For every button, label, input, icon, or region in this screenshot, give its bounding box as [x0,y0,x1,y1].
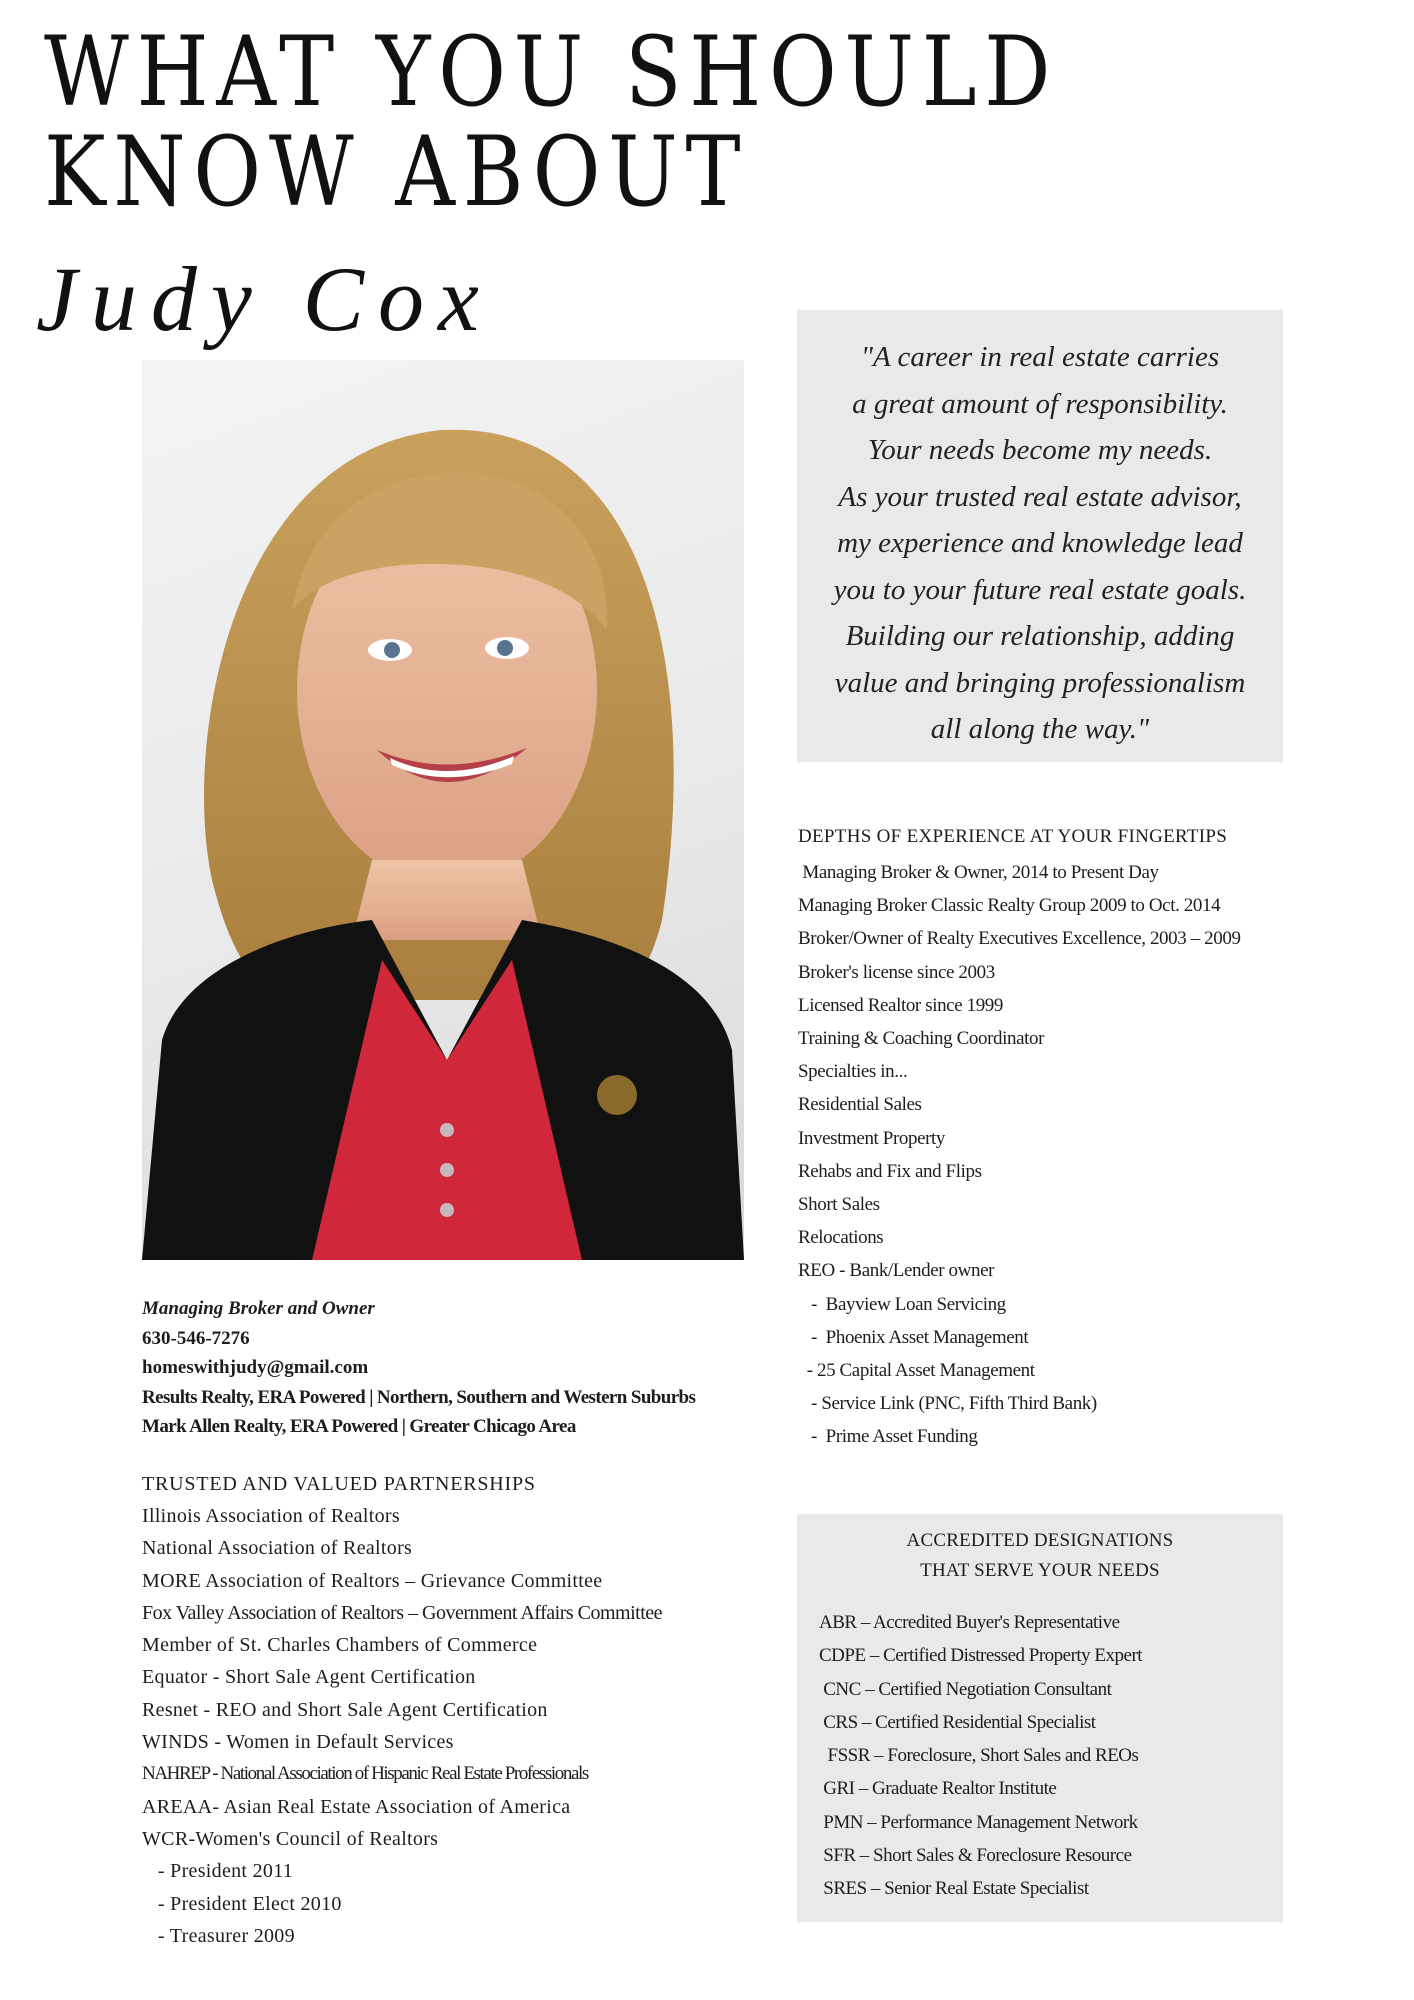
experience-item: - Service Link (PNC, Fifth Third Bank) [798,1393,1097,1415]
designation-item: CRS – Certified Residential Specialist [819,1711,1096,1733]
experience-item: - Phoenix Asset Management [798,1326,1029,1348]
contact-email[interactable]: homeswithjudy@gmail.com [142,1357,369,1378]
quote-line: "A career in real estate carries [860,341,1220,373]
experience-section [798,822,1358,1454]
quote-line: Your needs become my needs. [867,434,1213,466]
experience-item: - Bayview Loan Servicing [798,1293,1006,1315]
designations-title [797,1526,1283,1586]
experience-item: Rehabs and Fix and Flips [798,1160,982,1182]
experience-title: DEPTHS OF EXPERIENCE AT YOUR FINGERTIPS [798,826,1228,847]
designation-item: CDPE – Certified Distressed Property Expert [819,1645,1143,1667]
quote-text [797,334,1283,753]
contact-company-1: Results Realty, ERA Powered | Northern, Southern and Western Suburbs [142,1386,696,1408]
partnership-item: Fox Valley Association of Realtors – Government Affairs Committee [142,1601,663,1624]
partnerships-list [142,1500,782,1952]
designations-title-line-2: THAT SERVE YOUR NEEDS [920,1560,1160,1581]
partnership-item: AREAA- Asian Real Estate Association of America [142,1795,571,1818]
partnership-item: NAHREP - National Association of Hispanic Real Estate Professionals [142,1763,588,1785]
designation-item: GRI – Graduate Realtor Institute [819,1778,1057,1800]
partnership-item: - President Elect 2010 [142,1892,342,1915]
experience-item: Broker's license since 2003 [798,961,995,983]
designation-item: CNC – Certified Negotiation Consultant [819,1678,1112,1700]
designation-item: PMN – Performance Management Network [819,1811,1138,1833]
designation-item: ABR – Accredited Buyer's Representative [819,1612,1120,1633]
contact-company-2: Mark Allen Realty, ERA Powered | Greater Chicago Area [142,1416,576,1437]
experience-item: REO - Bank/Lender owner [798,1260,995,1282]
designations-box [797,1514,1283,1922]
quote-line: all along the way." [930,713,1150,745]
heading-line-2: KNOW ABOUT [44,116,749,228]
experience-item: Relocations [798,1227,884,1249]
contact-role: Managing Broker and Owner [142,1298,375,1319]
partnership-item: Illinois Association of Realtors [142,1505,400,1527]
quote-line: Building our relationship, adding [845,620,1235,652]
contact-phone[interactable]: 630-546-7276 [142,1327,250,1349]
experience-item: - 25 Capital Asset Management [798,1360,1035,1382]
experience-item: Licensed Realtor since 1999 [798,994,1003,1016]
designation-item: SFR – Short Sales & Foreclosure Resource [819,1845,1132,1867]
partnership-item: - Treasurer 2009 [142,1924,295,1947]
experience-item: Training & Coaching Coordinator [798,1028,1045,1050]
partnership-item: - President 2011 [142,1860,294,1883]
designation-item: SRES – Senior Real Estate Specialist [819,1878,1089,1900]
quote-box [797,310,1283,762]
quote-line: you to your future real estate goals. [833,573,1247,606]
contact-block [142,1294,782,1442]
quote-line: value and bringing professionalism [834,666,1246,699]
quote-line: As your trusted real estate advisor, [838,480,1242,513]
heading-line-1: WHAT YOU SHOULD [44,16,1059,128]
page-heading [44,16,1059,228]
experience-item: Managing Broker Classic Realty Group 2009 to Oct. 2014 [798,895,1221,917]
experience-item: Investment Property [798,1127,946,1149]
portrait-photo [142,360,744,1260]
partnership-item: National Association of Realtors [142,1537,413,1560]
quote-line: a great amount of responsibility. [852,387,1228,420]
partnership-item: MORE Association of Realtors – Grievance Committee [142,1569,603,1592]
quote-line: my experience and knowledge lead [837,527,1243,559]
experience-item: Specialties in... [798,1061,908,1083]
partnership-item: Member of St. Charles Chambers of Commerce [142,1634,538,1657]
partnerships-section [142,1468,782,1952]
partnerships-title: TRUSTED AND VALUED PARTNERSHIPS [142,1473,536,1495]
partnership-item: WINDS - Women in Default Services [142,1731,454,1754]
partnership-item: Resnet - REO and Short Sale Agent Certification [142,1698,548,1721]
designations-title-line-1: ACCREDITED DESIGNATIONS [906,1530,1174,1551]
experience-item: Short Sales [798,1194,880,1216]
experience-item: Managing Broker & Owner, 2014 to Present Day [798,862,1159,883]
designations-list [819,1606,1142,1906]
experience-list [798,856,1358,1454]
experience-item: - Prime Asset Funding [798,1426,978,1448]
experience-item: Residential Sales [798,1094,922,1116]
designation-item: FSSR – Foreclosure, Short Sales and REOs [819,1745,1139,1767]
partnership-item: WCR-Women's Council of Realtors [142,1827,439,1850]
partnership-item: Equator - Short Sale Agent Certification [142,1666,476,1689]
experience-item: Broker/Owner of Realty Executives Excellence, 2003 – 2009 [798,928,1241,950]
agent-name: Judy Cox [36,248,493,350]
portrait-illustration [142,360,744,1260]
